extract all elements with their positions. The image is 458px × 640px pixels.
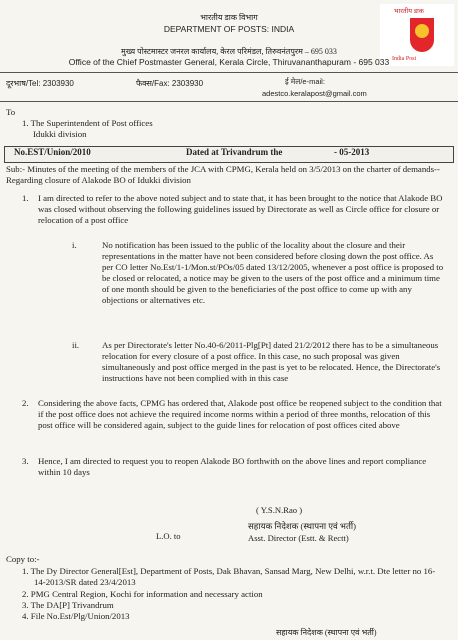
- contact-divider: [0, 101, 458, 102]
- subpoint-ii: As per Directorate's letter No.40-6/2011-Plg[Pt] dated 21/2/2012 there has to be a simultaneous relocation for every closure of a post office. In this case, no such proposal was given simultaneously and post office merged in the past is yet to be relocated. Hence, the Directorate's instructions have not been complied with in this case: [102, 340, 441, 384]
- subpoint-number: i.: [72, 240, 77, 250]
- paragraph-2: Considering the above facts, CPMG has ordered that, Alakode post office be reopened subject to the condition that if the post office does not achieve the required income norms within a period of three months, relocation of this post office will be considered again, subject to the guide lines for relocation of post offices cited above: [38, 398, 442, 431]
- logo-hindi-text: भारतीय डाक: [394, 8, 424, 15]
- addressee-line-1: 1. The Superintendent of Post offices: [22, 118, 153, 128]
- copy-item-4: 4. File No.Est/Plg/Union/2013: [22, 611, 130, 621]
- signatory-hindi-title: सहायक निदेशक (स्थापना एवं भर्ती): [248, 521, 356, 531]
- paragraph-number: 1.: [22, 193, 29, 203]
- email-address: adestco.keralapost@gmail.com: [262, 89, 367, 98]
- copy-item-3: 3. The DA[P] Trivandrum: [22, 600, 114, 610]
- footer-hindi-title: सहायक निदेशक (स्थापना एवं भर्ती): [276, 628, 377, 637]
- english-department-name: DEPARTMENT OF POSTS: INDIA: [163, 24, 295, 34]
- reference-number: No.EST/Union/2010: [14, 147, 91, 157]
- logo-english-text: India Post: [392, 56, 417, 62]
- fax-number: फैक्स/Fax: 2303930: [136, 79, 204, 88]
- telephone-number: दूरभाष/Tel: 2303930: [6, 79, 74, 88]
- signatory-english-title: Asst. Director (Estt. & Rectt): [248, 533, 349, 543]
- subpoint-i: No notification has been issued to the public of the locality about the closure and their representations in the matter have not been considered before closing down the post office. As per CO letter No.Est/1-1/Mon.st/POs/05 dated 13/12/2005, whenever a post office is proposed to be closed or relocated, a notice may be given to the users of the post office and a minimum time of one month should be given to the beneficiaries of the post office to come up with any objections or alternatives etc.: [102, 240, 444, 306]
- date-value: - 05-2013: [334, 147, 370, 157]
- to-label: To: [6, 107, 16, 117]
- copy-item-1: 1. The Dy Director General[Est], Department of Posts, Dak Bhavan, Sansad Marg, New Delhi, w.r.t. Dte letter no 16-14-2013/SR dated 23/4/2013: [22, 566, 436, 588]
- english-office-name: Office of the Chief Postmaster General, Kerala Circle, Thiruvananthapuram - 695 033: [68, 57, 390, 67]
- lo-label: L.O. to: [156, 531, 181, 541]
- email-label: ई मेल/e-mail:: [285, 77, 325, 86]
- header-divider: [0, 72, 458, 73]
- hindi-office-name: मुख्य पोस्टमास्टर जनरल कार्यालय, केरल परिमंडल, तिरुवनंतपुरम – 695 033: [121, 47, 337, 56]
- subpoint-number: ii.: [72, 340, 80, 350]
- paragraph-number: 3.: [22, 456, 29, 466]
- paragraph-1: I am directed to refer to the above noted subject and to state that, it has been brought to the notice that Alakode BO was closed without observing the following guidelines issued by Directorate as well as Circle office for closure or relocation of a post office: [38, 193, 443, 226]
- paragraph-number: 2.: [22, 398, 29, 408]
- copy-to-label: Copy to:-: [6, 554, 40, 564]
- copy-item-2: 2. PMG Central Region, Kochi for information and necessary action: [22, 589, 263, 599]
- subject-line: Sub:- Minutes of the meeting of the members of the JCA with CPMG, Kerala held on 3/5/2013 on the charter of demands-- Regarding closure of Alakode BO of Idukki division: [6, 164, 440, 186]
- addressee-line-2: Idukki division: [33, 129, 87, 139]
- dated-text: Dated at Trivandrum the: [186, 147, 283, 157]
- paragraph-3: Hence, I am directed to request you to reopen Alakode BO forthwith on the above lines and report compliance within 10 days: [38, 456, 427, 478]
- signatory-name: ( Y.S.N.Rao ): [256, 505, 303, 515]
- hindi-department-name: भारतीय डाक विभाग: [200, 13, 258, 22]
